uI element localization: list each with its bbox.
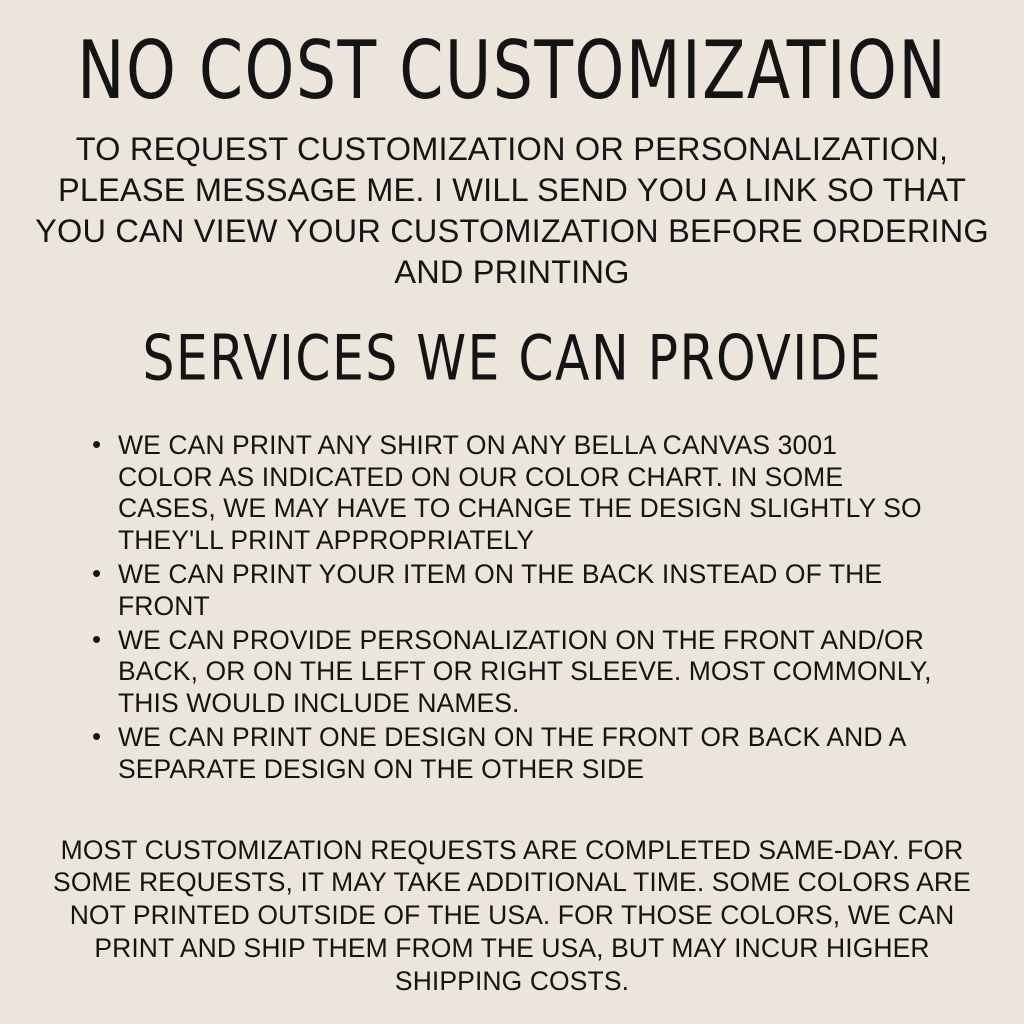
intro-paragraph: TO REQUEST CUSTOMIZATION OR PERSONALIZATION, PLEASE MESSAGE ME. I WILL SEND YOU A LINK SO THAT YOU CAN VIEW YOUR CUSTOMIZATION BEFORE ORDERING AND PRINTING	[35, 130, 989, 291]
services-section-title: SERVICES WE CAN PROVIDE	[142, 322, 882, 395]
footer-note: MOST CUSTOMIZATION REQUESTS ARE COMPLETED SAME-DAY. FOR SOME REQUESTS, IT MAY TAKE ADDITIONAL TIME. SOME COLORS ARE NOT PRINTED OUTSIDE OF THE USA. FOR THOSE COLORS, WE CAN PRINT AND SHIP THEM FROM THE USA, BUT MAY INCUR HIGHER SHIPPING COSTS.	[53, 834, 971, 996]
services-list	[92, 430, 932, 788]
page-title: NO COST CUSTOMIZATION	[76, 23, 948, 118]
list-item: • WE CAN PRINT ANY SHIRT ON ANY BELLA CANVAS 3001 COLOR AS INDICATED ON OUR COLOR CHART. IN SOME CASES, WE MAY HAVE TO CHANGE THE DESIGN SLIGHTLY SO THEY'LL PRINT APPROPRIATELY	[92, 430, 932, 557]
list-item: • WE CAN PRINT YOUR ITEM ON THE BACK INSTEAD OF THE FRONT	[92, 559, 932, 623]
list-item: • WE CAN PRINT ONE DESIGN ON THE FRONT OR BACK AND A SEPARATE DESIGN ON THE OTHER SIDE	[92, 722, 932, 786]
list-item: • WE CAN PROVIDE PERSONALIZATION ON THE FRONT AND/OR BACK, OR ON THE LEFT OR RIGHT SLEEVE. MOST COMMONLY, THIS WOULD INCLUDE NAMES.	[92, 625, 932, 720]
